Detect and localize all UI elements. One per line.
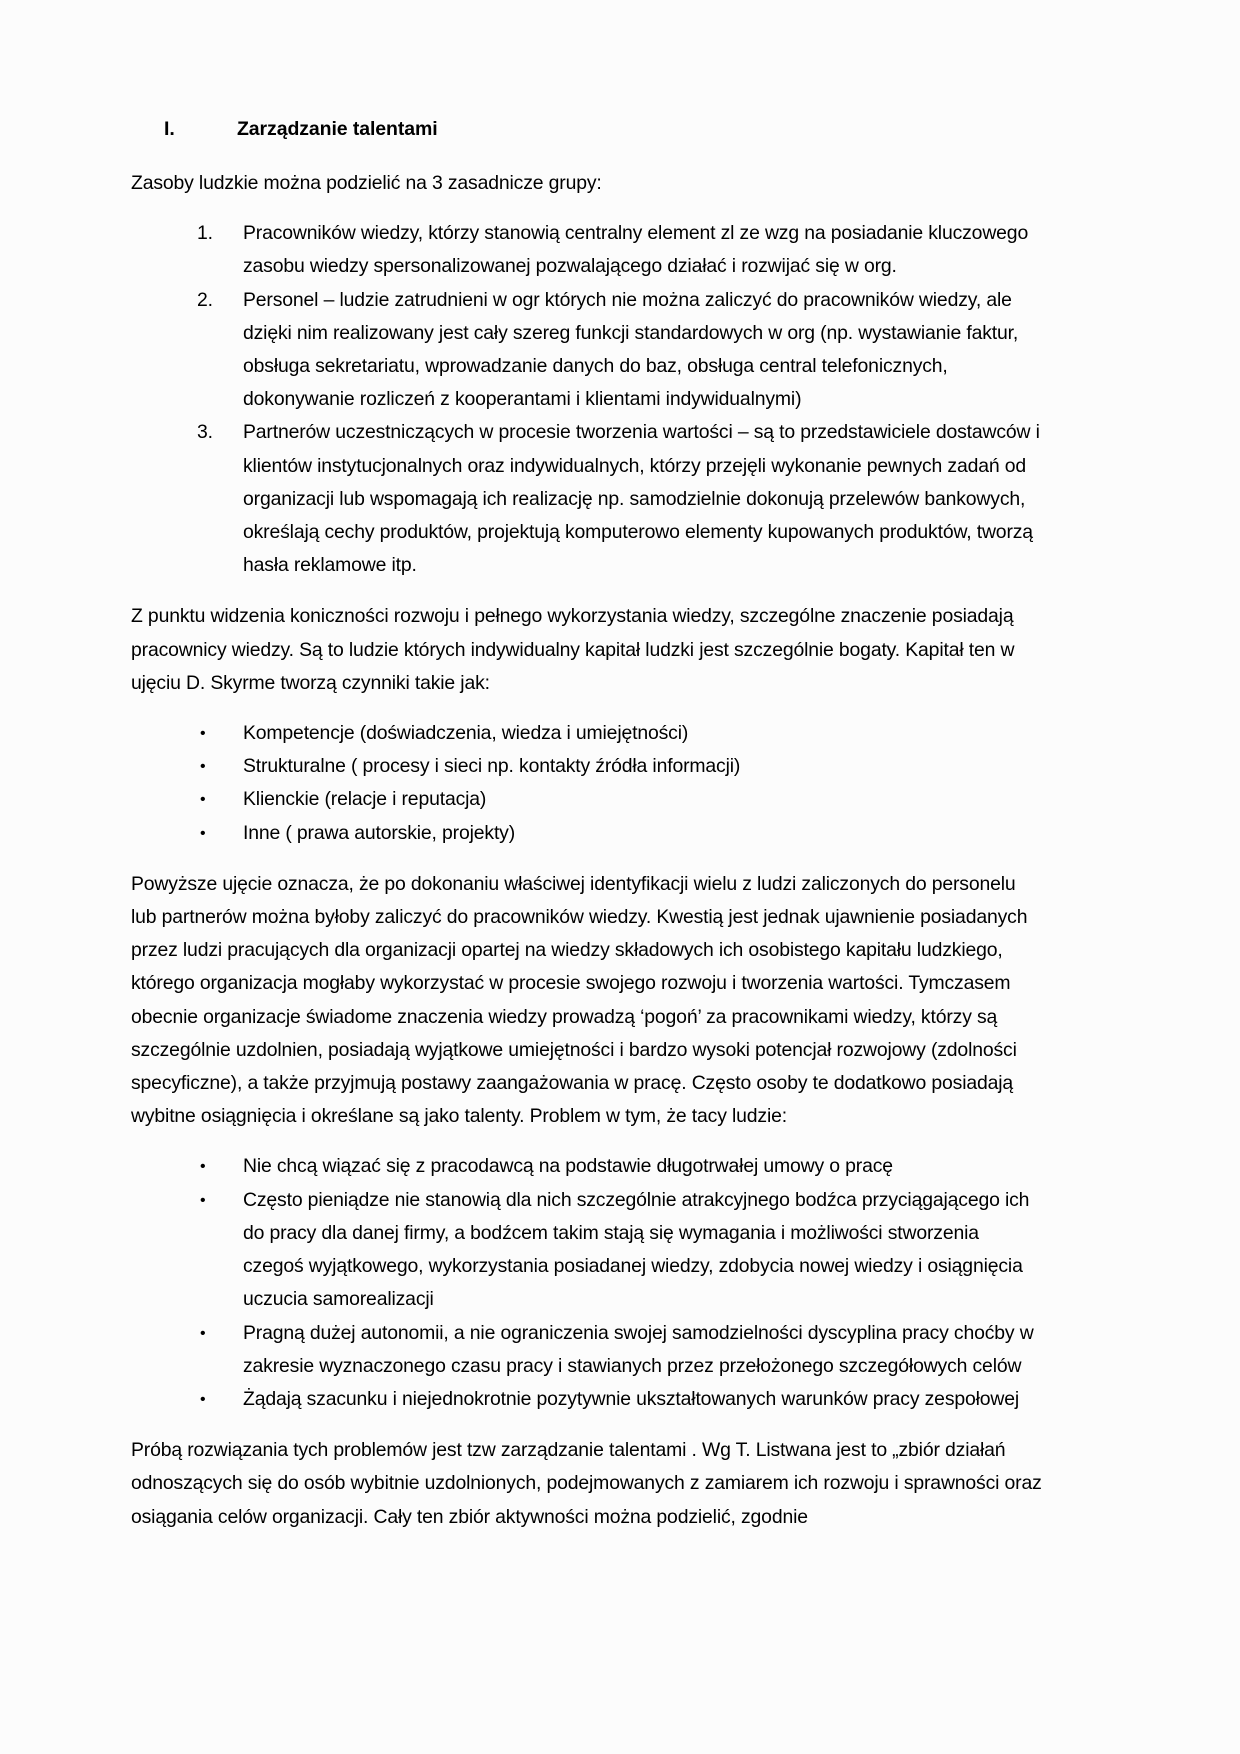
list-item-text: Pracowników wiedzy, którzy stanowią centralny element zl ze wzg na posiadanie kluczowego zasobu wiedzy spersonalizowanej pozwalającego działać i rozwijać się w org. — [243, 222, 1029, 278]
closing-paragraph: Próbą rozwiązania tych problemów jest tzw zarządzanie talentami . Wg T. Listwana jest to „zbiór działań odnoszących się do osób wybitnie uzdolnionych, podejmowanych z zamiarem ich rozwoju i sprawności oraz osiągania celów organizacji. Cały ten zbiór aktywności można podzielić, zgodnie — [131, 1439, 1042, 1528]
bullet-icon: • — [200, 1158, 206, 1176]
list-item — [172, 817, 1044, 850]
list-item-text: Strukturalne ( procesy i sieci np. kontakty źródła informacji) — [243, 755, 741, 778]
list-item — [172, 1184, 1044, 1317]
list-item — [172, 783, 1044, 816]
page-title-numeral: I. — [164, 118, 175, 140]
list-item-text: Pragną dużej autonomii, a nie ograniczenia swojej samodzielności dyscyplina pracy choćby w zakresie wyznaczonego czasu pracy i stawianych przez przełożonego szczegółowych celów — [243, 1321, 1034, 1377]
talent-traits-list — [131, 1150, 1044, 1416]
list-item-text: Kompetencje (doświadczenia, wiedza i umiejętności) — [243, 722, 689, 745]
page-title-text: Zarządzanie talentami — [237, 118, 438, 140]
bullet-icon: • — [200, 725, 206, 743]
bullet-icon: • — [200, 791, 206, 809]
list-item-text: Inne ( prawa autorskie, projekty) — [243, 821, 516, 844]
capital-paragraph: Z punktu widzenia koniczności rozwoju i pełnego wykorzystania wiedzy, szczególne znaczenie posiadają pracownicy wiedzy. Są to ludzie których indywidualny kapitał ludzki jest szczególnie bogaty. Kapitał ten w ujęciu D. Skyrme tworzą czynniki takie jak: — [131, 605, 1015, 694]
list-item-text: Często pieniądze nie stanowią dla nich szczególnie atrakcyjnego bodźca przyciągającego ich do pracy dla danej firmy, a bodźcem takim stają się wymagania i możliwości stworzenia czegoś wyjątkowego, wykorzystania posiadanej wiedzy, zdobycia nowej wiedzy i osiągnięcia uczucia samorealizacji — [243, 1188, 1030, 1311]
list-item — [172, 750, 1044, 783]
list-item-text: Nie chcą wiązać się z pracodawcą na podstawie długotrwałej umowy o pracę — [243, 1155, 893, 1178]
list-item — [172, 1383, 1044, 1416]
bullet-icon: • — [200, 824, 206, 842]
list-item-text: Personel – ludzie zatrudnieni w ogr których nie można zaliczyć do pracowników wiedzy, ale dzięki nim realizowany jest cały szereg funkcji standardowych w org (np. wystawianie faktur, obsługa sekretariatu, wprowadzanie danych do baz, obsługa central telefonicznych, dokonywanie rozliczeń z kooperantami i klientami indywidualnymi) — [243, 288, 1019, 411]
human-resources-group-list — [131, 217, 1044, 582]
list-item — [172, 284, 1044, 417]
intro-paragraph: Zasoby ludzkie można podzielić na 3 zasadnicze grupy: — [131, 172, 602, 194]
list-item-text: Żądają szacunku i niejednokrotnie pozytywnie ukształtowanych warunków pracy zespołowej — [243, 1387, 1020, 1410]
list-item-marker: 1. — [197, 222, 213, 245]
bullet-icon: • — [200, 1390, 206, 1408]
list-item — [172, 717, 1044, 750]
bullet-icon: • — [200, 1324, 206, 1342]
bullet-icon: • — [200, 1191, 206, 1209]
list-item-text: Partnerów uczestniczących w procesie tworzenia wartości – są to przedstawiciele dostawców i klientów instytucjonalnych oraz indywidualnych, którzy przejęli wykonanie pewnych zadań od organizacji lub wspomagają ich realizację np. samodzielnie dokonują przelewów bankowych, określają cechy produktów, projektują komputerowo elementy kupowanych produktów, tworzą hasła reklamowe itp. — [243, 421, 1040, 577]
list-item-text: Klienckie (relacje i reputacja) — [243, 788, 487, 811]
talents-paragraph: Powyższe ujęcie oznacza, że po dokonaniu właściwej identyfikacji wielu z ludzi zaliczonych do personelu lub partnerów można byłoby zaliczyć do pracowników wiedzy. Kwestią jest jednak ujawnienie posiadanych przez ludzi pracujących dla organizacji opartej na wiedzy składowych ich osobistego kapitału ludzkiego, którego organizacja mogłaby wykorzystać w procesie swojego rozwoju i tworzenia wartości. Tymczasem obecnie organizacje świadome znaczenia wiedzy prowadzą ‘pogoń’ za pracownikami wiedzy, którzy są szczególnie uzdolnien, posiadają wyjątkowe umiejętności i bardzo wysoki potencjał rozwojowy (zdolności specyficzne), a także przyjmują postawy zaangażowania w pracę. Często osoby te dodatkowo posiadają wybitne osiągnięcia i określane są jako talenty. Problem w tym, że tacy ludzie: — [131, 872, 1028, 1128]
bullet-icon: • — [200, 758, 206, 776]
list-item — [172, 1317, 1044, 1383]
list-item-marker: 3. — [197, 421, 213, 444]
capital-factors-list — [131, 717, 1044, 850]
list-item-marker: 2. — [197, 288, 213, 311]
list-item — [172, 1150, 1044, 1183]
list-item — [172, 217, 1044, 283]
page-title — [131, 118, 1044, 141]
list-item — [172, 416, 1044, 582]
